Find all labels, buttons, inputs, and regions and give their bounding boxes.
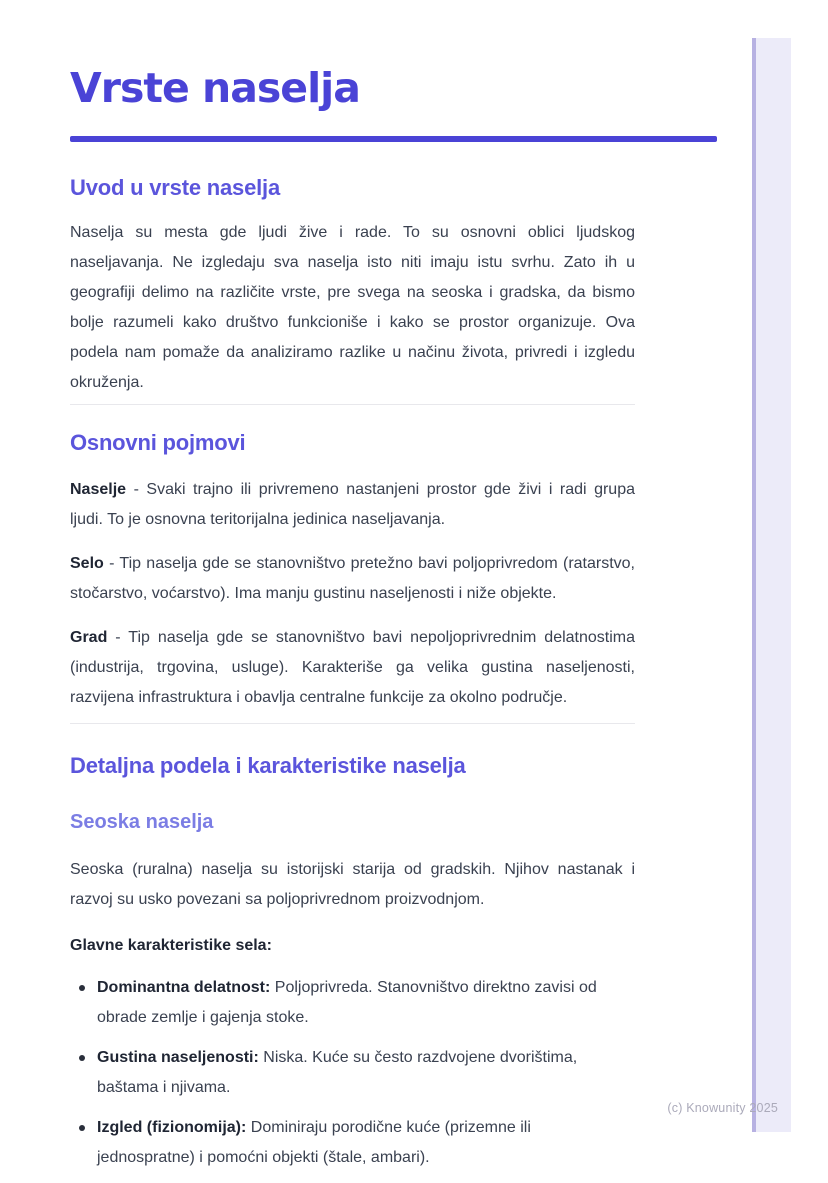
page-title: Vrste naselja [70, 64, 360, 112]
list-title [70, 931, 717, 961]
term-definition-selo [70, 549, 635, 609]
list-item [70, 1043, 600, 1103]
list-title-text: Glavne karakteristike sela: [70, 937, 272, 954]
term-label: Naselje [70, 481, 127, 498]
bullet-icon [79, 1055, 85, 1061]
term-label: Selo [70, 555, 104, 572]
bullet-lead: Gustina naseljenosti: [97, 1049, 259, 1066]
term-definition-grad [70, 623, 635, 713]
term-definition-text: Tip naselja gde se stanovništvo bavi nepoljoprivrednim delatnostima (industrija, trgovina, usluge). Karakteriše ga velika gustina naseljenosti, razvijena infrastruktura i obavlja centralne funkcije za okolno područje. [70, 629, 636, 706]
seoska-paragraph: Seoska (ruralna) naselja su istorijski starija od gradskih. Njihov nastanak i razvoj su usko povezani sa poljoprivrednom proizvodnjom. [70, 861, 635, 908]
list-item [70, 973, 600, 1033]
term-separator: - [133, 481, 139, 498]
list-item [70, 1113, 600, 1173]
term-separator: - [109, 555, 115, 572]
page-edge-rail [752, 38, 791, 1132]
section-heading-pojmovi: Osnovni pojmovi [70, 430, 246, 455]
bullet-list [70, 973, 600, 1173]
bullet-text: Poljoprivreda. Stanovništvo direktno zavisi od obrade zemlje i gajenja stoke. [97, 979, 597, 1026]
bullet-icon [79, 985, 85, 991]
term-definition-text: Svaki trajno ili privremeno nastanjeni prostor gde živi i radi grupa ljudi. To je osnovna teritorijalna jedinica naseljavanja. [70, 481, 636, 528]
bullet-lead: Dominantna delatnost: [97, 979, 271, 996]
subsection-heading-seoska: Seoska naselja [70, 811, 214, 833]
section-heading-uvod: Uvod u vrste naselja [70, 175, 280, 200]
document-content [70, 0, 717, 1183]
term-separator: - [115, 629, 121, 646]
term-label: Grad [70, 629, 108, 646]
section-divider [70, 723, 635, 724]
bullet-icon [79, 1125, 85, 1131]
section-heading-detaljna: Detaljna podela i karakteristike naselja [70, 753, 466, 778]
bullet-text: Niska. Kuće su često razdvojene dvorištima, baštama i njivama. [97, 1049, 578, 1096]
term-definition-naselje [70, 475, 635, 535]
title-rule [70, 136, 717, 142]
intro-paragraph: Naselja su mesta gde ljudi žive i rade. To su osnovni oblici ljudskog naseljavanja. Ne izgledaju sva naselja isto niti imaju istu svrhu. Zato ih u geografiji delimo na različite vrste, pre svega na seoska i gradska, da bismo bolje razumeli kako društvo funkcioniše i kako se prostor organizuje. Ova podela nam pomaže da analiziramo razlike u načinu života, privredi i izgledu okruženja. [70, 224, 635, 391]
section-divider [70, 404, 635, 405]
term-definition-text: Tip naselja gde se stanovništvo pretežno bavi poljoprivredom (ratarstvo, stočarstvo, voćarstvo). Ima manju gustinu naseljenosti i niže objekte. [70, 555, 636, 602]
bullet-text: Dominiraju porodične kuće (prizemne ili jednospratne) i pomoćni objekti (štale, ambari). [97, 1119, 531, 1166]
footer-copyright: (c) Knowunity 2025 [667, 1101, 778, 1115]
bullet-lead: Izgled (fizionomija): [97, 1119, 247, 1136]
